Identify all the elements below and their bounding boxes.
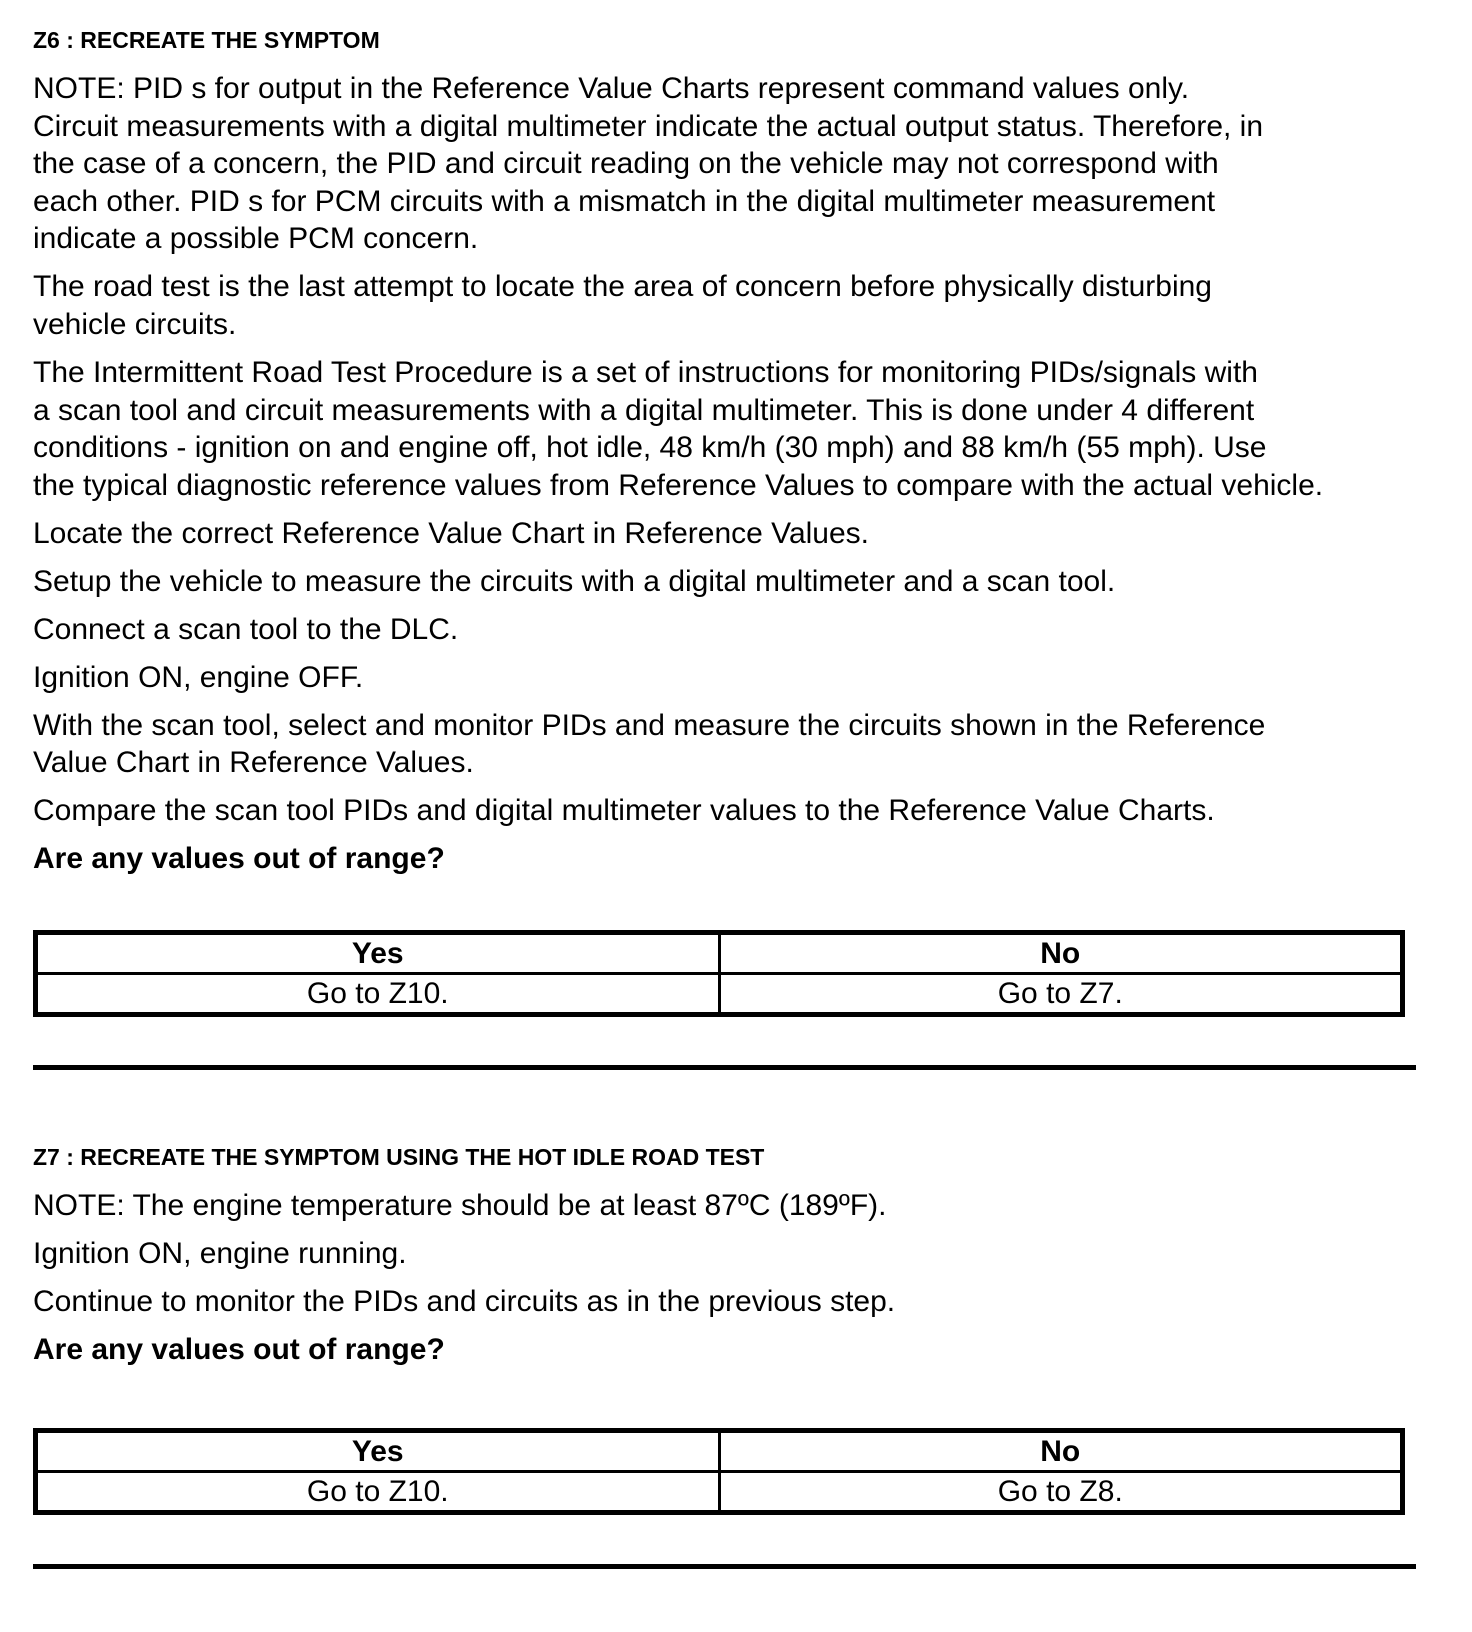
yes-action: Go to Z10. — [36, 974, 720, 1015]
no-action: Go to Z7. — [719, 974, 1403, 1015]
paragraph — [33, 707, 1443, 782]
text-line: Ignition ON, engine OFF. — [33, 660, 364, 694]
step-body — [33, 70, 1443, 830]
paragraph — [33, 659, 1443, 697]
text-line: the typical diagnostic reference values from Reference Values to compare with the actual vehicle. — [33, 468, 1324, 502]
text-line: Compare the scan tool PIDs and digital multimeter values to the Reference Value Charts. — [33, 794, 1215, 828]
text-line: a scan tool and circuit measurements with a digital multimeter. This is done under 4 different — [33, 393, 1255, 427]
step-heading: Z6 : RECREATE THE SYMPTOM — [33, 27, 380, 53]
paragraph — [33, 1283, 1443, 1321]
yes-header: Yes — [36, 933, 720, 974]
text-line: Setup the vehicle to measure the circuits with a digital multimeter and a scan tool. — [33, 564, 1116, 598]
section-divider — [33, 1065, 1416, 1070]
text-line: Locate the correct Reference Value Chart in Reference Values. — [33, 516, 870, 550]
paragraph — [33, 268, 1443, 343]
text-line: Ignition ON, engine running. — [33, 1236, 407, 1270]
text-line: each other. PID s for PCM circuits with a mismatch in the digital multimeter measurement — [33, 184, 1216, 218]
text-line: NOTE: PID s for output in the Reference Value Charts represent command values only. — [33, 72, 1190, 105]
z6-decision-table — [33, 930, 1405, 1017]
step-body — [33, 1187, 1443, 1321]
text-line: Connect a scan tool to the DLC. — [33, 612, 459, 646]
paragraph — [33, 70, 1443, 258]
paragraph — [33, 563, 1443, 601]
text-line: Circuit measurements with a digital multimeter indicate the actual output status. Therefore, in — [33, 109, 1264, 143]
z7-decision-table — [33, 1428, 1405, 1515]
step-question: Are any values out of range? — [33, 1332, 445, 1366]
text-line: indicate a possible PCM concern. — [33, 222, 479, 256]
text-line: With the scan tool, select and monitor PIDs and measure the circuits shown in the Reference — [33, 708, 1266, 742]
text-line: the case of a concern, the PID and circuit reading on the vehicle may not correspond with — [33, 147, 1219, 181]
yes-action: Go to Z10. — [36, 1472, 720, 1513]
paragraph — [33, 611, 1443, 649]
yes-header: Yes — [36, 1431, 720, 1472]
step-z7 — [33, 1143, 1443, 1379]
step-z6 — [33, 26, 1443, 888]
paragraph — [33, 1235, 1443, 1273]
text-line: Value Chart in Reference Values. — [33, 746, 474, 780]
step-heading: Z7 : RECREATE THE SYMPTOM USING THE HOT IDLE ROAD TEST — [33, 1144, 765, 1170]
paragraph — [33, 354, 1443, 504]
paragraph — [33, 1187, 1443, 1225]
paragraph — [33, 792, 1443, 830]
paragraph — [33, 515, 1443, 553]
no-header: No — [719, 933, 1403, 974]
text-line: Continue to monitor the PIDs and circuits as in the previous step. — [33, 1284, 896, 1318]
text-line: The road test is the last attempt to locate the area of concern before physically disturbing — [33, 270, 1212, 304]
text-line: NOTE: The engine temperature should be at least 87ºC (189ºF). — [33, 1189, 887, 1222]
step-question: Are any values out of range? — [33, 842, 445, 876]
no-header: No — [719, 1431, 1403, 1472]
text-line: vehicle circuits. — [33, 307, 237, 341]
no-action: Go to Z8. — [719, 1472, 1403, 1513]
section-divider — [33, 1564, 1416, 1569]
text-line: conditions - ignition on and engine off, hot idle, 48 km/h (30 mph) and 88 km/h (55 mph). Use — [33, 431, 1267, 465]
text-line: The Intermittent Road Test Procedure is a set of instructions for monitoring PIDs/signals with — [33, 355, 1258, 389]
